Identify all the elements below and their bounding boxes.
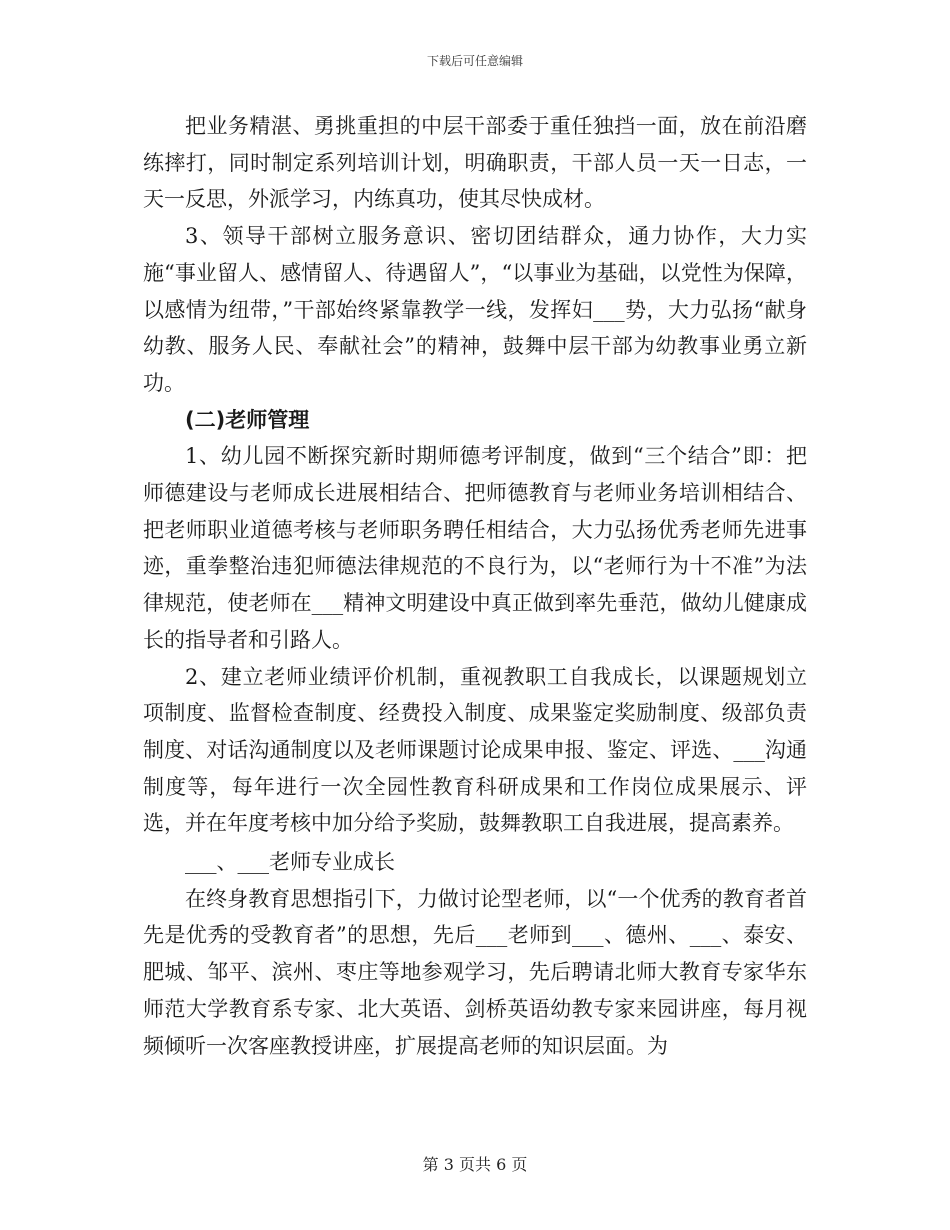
paragraph-performance-evaluation: 2、建立老师业绩评价机制，重视教职工自我成长，以课题规划立项制度、监督检查制度、经费投入制度、成果鉴定奖励制度、级部负责制度、对话沟通制度以及老师课题讨论成果申报、鉴定、评选、___沟通制度等，每年进行一次全园性教育科研成果和工作岗位成果展示、评选，并在年度考核中加分给予奖励，鼓舞教职工自我进展，提高素养。: [143, 664, 807, 836]
paragraph-leadership-service: 3、领导干部树立服务意识、密切团结群众，通力协作，大力实施“事业留人、感情留人、待遇留人”，“以事业为基础，以党性为保障，以感情为纽带，”干部始终紧靠教学一线，发挥妇___势，大力弘扬“献身幼教、服务人民、奉献社会”的精神，鼓舞中层干部为幼教事业勇立新功。: [143, 224, 807, 395]
paragraph-lifelong-education: 在终身教育思想指引下，力做讨论型老师，以“一个优秀的教育者首先是优秀的受教育者”的思想，先后___老师到___、德州、___、泰安、肥城、邹平、滨州、枣庄等地参观学习，先后聘请北师大教育专家华东师范大学教育系专家、北大英语、剑桥英语幼教专家来园讲座，每月视频倾听一次客座教授讲座，扩展提高老师的知识层面。为: [143, 886, 807, 1058]
page-footer: 第 3 页共 6 页: [422, 1155, 528, 1174]
document-body: [143, 108, 807, 1064]
page-header: 下载后可任意编辑: [426, 54, 523, 68]
paragraph-ethics-evaluation: 1、幼儿园不断探究新时期师德考评制度，做到“三个结合”即：把师德建设与老师成长进展相结合、把师德教育与老师业务培训相结合、把老师职业道德考核与老师职务聘任相结合，大力弘扬优秀老师先进事迹，重拳整治违犯师德法律规范的不良行为，以“老师行为十不准”为法律规范，使老师在___精神文明建设中真正做到率先垂范，做幼儿健康成长的指导者和引路人。: [143, 444, 807, 652]
section-heading-teacher-management: (二)老师管理: [185, 407, 310, 432]
subheading-professional-growth: ___、___老师专业成长: [185, 850, 395, 875]
paragraph-cadre-training: 把业务精湛、勇挑重担的中层干部委于重任独挡一面，放在前沿磨练摔打，同时制定系列培训计划，明确职责，干部人员一天一日志，一天一反思，外派学习，内练真功，使其尽快成材。: [143, 114, 807, 212]
